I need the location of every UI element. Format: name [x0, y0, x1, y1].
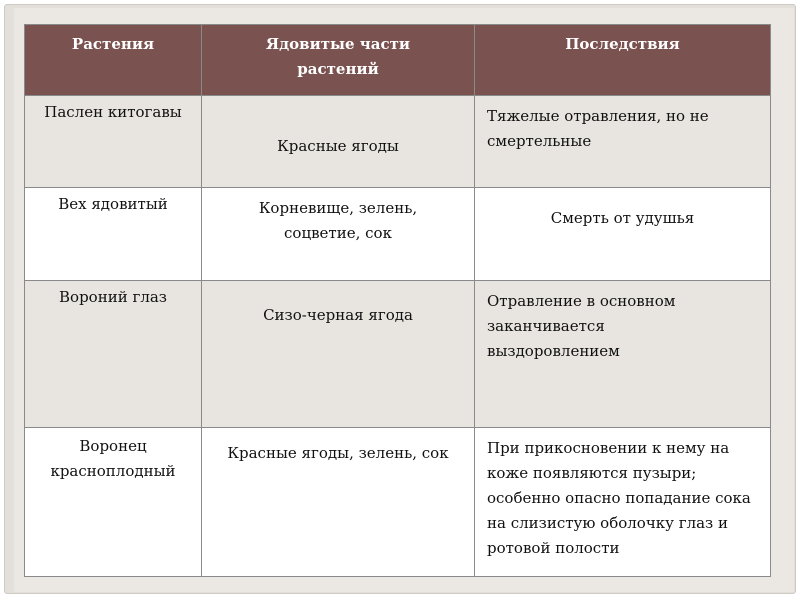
cell-effects: Смерть от удушья [475, 188, 771, 281]
table-row [25, 96, 771, 188]
table-row [25, 428, 771, 577]
table-row [25, 281, 771, 428]
table-header-row [25, 25, 771, 96]
header-plants: Растения [25, 25, 202, 96]
cell-plant: Паслен китогавы [25, 96, 202, 188]
header-poisonous-parts: Ядовитые части растений [202, 25, 475, 96]
cell-plant: Вороний глаз [25, 281, 202, 428]
header-consequences: Последствия [475, 25, 771, 96]
cell-parts: Сизо-черная ягода [202, 281, 475, 428]
cell-effects: При прикосновении к нему на коже появляются пузыри; особенно опасно попадание сока на слизистую оболочку глаз и ротовой полости [475, 428, 771, 577]
cell-parts: Красные ягоды, зелень, сок [202, 428, 475, 577]
cell-effects: Тяжелые отравления, но не смертельные [475, 96, 771, 188]
table-row [25, 188, 771, 281]
cell-parts: Корневище, зелень, соцветие, сок [202, 188, 475, 281]
cell-plant: Вех ядовитый [25, 188, 202, 281]
cell-effects: Отравление в основном заканчивается выздоровлением [475, 281, 771, 428]
cell-parts: Красные ягоды [202, 96, 475, 188]
poisonous-plants-table [24, 24, 771, 577]
cell-plant: Воронец красноплодный [25, 428, 202, 577]
